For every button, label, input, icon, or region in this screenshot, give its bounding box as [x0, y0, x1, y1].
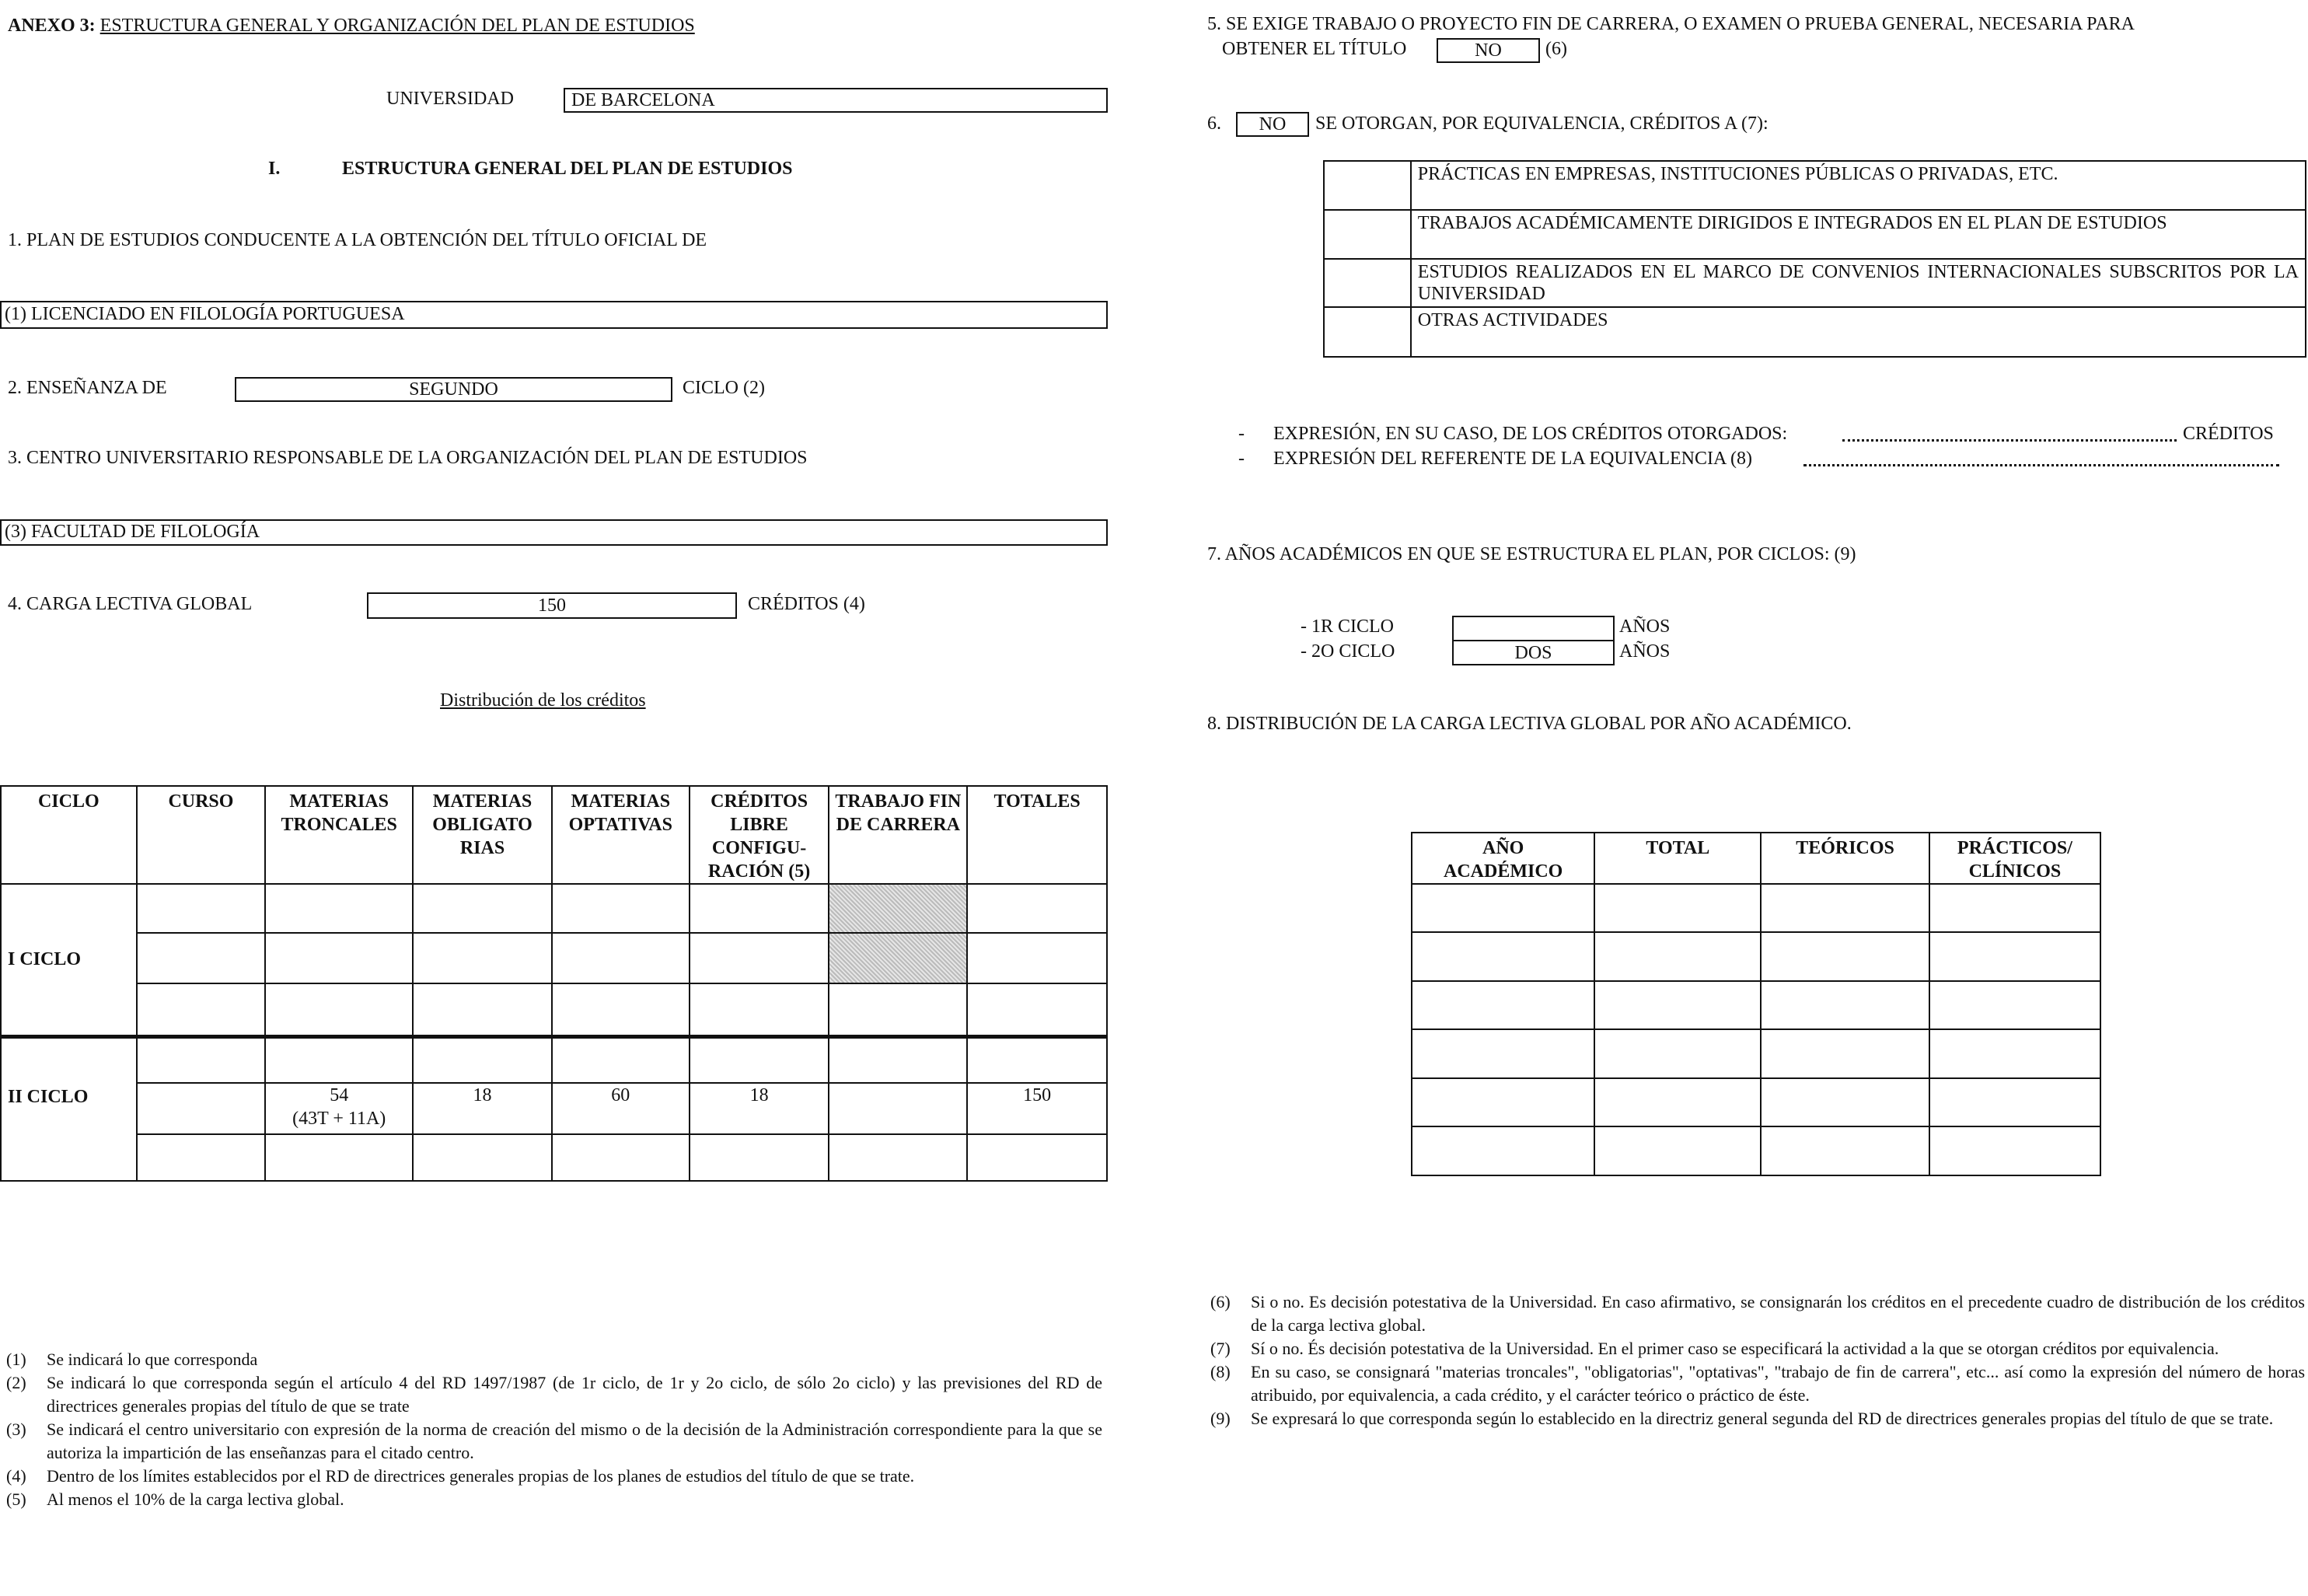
table-cell — [552, 933, 690, 983]
year-header-row — [1412, 833, 2100, 884]
table-cell — [413, 983, 552, 1036]
table-cell — [1594, 981, 1761, 1029]
table-cell — [137, 983, 266, 1036]
table-cell — [690, 1036, 829, 1083]
table-row — [1412, 1126, 2100, 1175]
expr2-label: EXPRESIÓN DEL REFERENTE DE LA EQUIVALENCIA (8) — [1273, 449, 1752, 469]
expr2-dash: - — [1238, 449, 1245, 469]
item3-value: (3) FACULTAD DE FILOLOGÍA — [5, 522, 260, 542]
libre-value: 18 — [690, 1083, 829, 1134]
table-cell — [1929, 932, 2100, 981]
ciclo1-cell — [1, 884, 137, 1036]
col-libre: CRÉDITOS LIBRE CONFIGU- RACIÓN (5) — [690, 786, 829, 884]
item5-line2-label: OBTENER EL TÍTULO — [1222, 39, 1407, 59]
table-cell — [967, 983, 1107, 1036]
troncales-value: 54 — [330, 1085, 349, 1105]
table-cell — [1412, 981, 1594, 1029]
table-cell — [1594, 1029, 1761, 1078]
table-row — [1412, 981, 2100, 1029]
table-row — [1412, 932, 2100, 981]
col-optativas: MATERIAS OPTATIVAS — [552, 786, 690, 884]
table-cell — [1761, 1029, 1929, 1078]
ciclo2-label: II CICLO — [8, 1086, 89, 1107]
credits-table — [0, 785, 1108, 1182]
item2-suffix: CICLO (2) — [683, 378, 765, 398]
col-ciclo: CICLO — [1, 786, 137, 884]
table-cell — [413, 1036, 552, 1083]
footnote-num: (5) — [6, 1489, 26, 1509]
footnote — [1210, 1290, 2305, 1337]
footnote — [6, 1418, 1102, 1465]
item1-field — [0, 301, 1108, 329]
section-i-number: I. — [268, 159, 281, 179]
table-cell — [967, 884, 1107, 933]
item2-label: 2. ENSEÑANZA DE — [8, 378, 167, 398]
credits-header-row — [1, 786, 1107, 884]
table-cell — [1761, 1078, 1929, 1126]
table-row — [1324, 259, 2306, 307]
ciclo1-years-field — [1452, 616, 1615, 641]
table-cell — [1929, 884, 2100, 932]
table-cell — [413, 1134, 552, 1181]
footnote-num: (1) — [6, 1350, 26, 1369]
footnote-num: (9) — [1210, 1409, 1231, 1428]
item2-field — [235, 377, 672, 402]
item2-value: SEGUNDO — [409, 379, 498, 400]
table-cell — [137, 1134, 266, 1181]
ciclo1-years-label: - 1R CICLO — [1301, 616, 1394, 637]
footnote-num: (8) — [1210, 1362, 1231, 1381]
table-cell — [1929, 1078, 2100, 1126]
footnote-num: (3) — [6, 1420, 26, 1439]
table-row — [1324, 307, 2306, 357]
equiv-row-label: OTRAS ACTIVIDADES — [1411, 307, 2306, 357]
item5-suffix: (6) — [1545, 39, 1567, 59]
section-i-title: ESTRUCTURA GENERAL DEL PLAN DE ESTUDIOS — [342, 159, 793, 179]
ciclo2-anos: AÑOS — [1619, 641, 1671, 662]
table-row — [1, 983, 1107, 1036]
item8-label: 8. DISTRIBUCIÓN DE LA CARGA LECTIVA GLOBAL POR AÑO ACADÉMICO. — [1207, 714, 1852, 734]
item4-suffix: CRÉDITOS (4) — [748, 594, 865, 614]
item6-field — [1236, 112, 1309, 137]
table-cell — [1594, 884, 1761, 932]
table-cell — [829, 1036, 967, 1083]
footnote — [1210, 1407, 2305, 1430]
footnote — [1210, 1337, 2305, 1360]
table-cell — [1929, 981, 2100, 1029]
footnote-num: (2) — [6, 1373, 26, 1392]
ciclo2-years-label: - 2O CICLO — [1301, 641, 1395, 662]
col-trabajo: TRABAJO FIN DE CARRERA — [829, 786, 967, 884]
table-row — [1324, 210, 2306, 259]
table-cell — [1761, 981, 1929, 1029]
item6-num: 6. — [1207, 114, 1221, 134]
item5-line1: 5. SE EXIGE TRABAJO O PROYECTO FIN DE CARRERA, O EXAMEN O PRUEBA GENERAL, NECESARIA PARA — [1207, 14, 2135, 34]
col-totales: TOTALES — [967, 786, 1107, 884]
footnote-text: Se indicará lo que corresponda según el artículo 4 del RD 1497/1987 (de 1r ciclo, de 1r y 2o ciclo, de sólo 2o ciclo) y las previsiones del RD de directrices generales propias del título de que se trate — [47, 1373, 1102, 1416]
optativas-value: 60 — [552, 1083, 690, 1134]
table-row — [1412, 1029, 2100, 1078]
equiv-row-label: TRABAJOS ACADÉMICAMENTE DIRIGIDOS E INTEGRADOS EN EL PLAN DE ESTUDIOS — [1411, 210, 2306, 259]
totales-value: 150 — [967, 1083, 1107, 1134]
item6-label: SE OTORGAN, POR EQUIVALENCIA, CRÉDITOS A (7): — [1315, 114, 1769, 134]
table-cell — [265, 1134, 413, 1181]
table-cell — [137, 1036, 266, 1083]
table-cell — [1761, 932, 1929, 981]
table-cell — [265, 1036, 413, 1083]
anexo-title: ESTRUCTURA GENERAL Y ORGANIZACIÓN DEL PLAN DE ESTUDIOS — [100, 16, 695, 36]
footnote-text: Se indicará el centro universitario con expresión de la norma de creación del mismo o de la decisión de la Administración correspondiente para la que se autoriza la impartición de las enseñanzas para el citado centro. — [47, 1420, 1102, 1462]
footnote-text: Si o no. Es decisión potestativa de la Universidad. En caso afirmativo, se consignarán los créditos en el precedente cuadro de distribución de los créditos de la carga lectiva global. — [1251, 1292, 2305, 1335]
item3-label: 3. CENTRO UNIVERSITARIO RESPONSABLE DE LA ORGANIZACIÓN DEL PLAN DE ESTUDIOS — [8, 448, 808, 468]
footnote — [6, 1465, 1102, 1488]
table-cell — [690, 983, 829, 1036]
distribucion-title: Distribución de los créditos — [440, 690, 646, 711]
footnote-text: Se indicará lo que corresponda — [47, 1350, 258, 1369]
item7-label: 7. AÑOS ACADÉMICOS EN QUE SE ESTRUCTURA EL PLAN, POR CICLOS: (9) — [1207, 544, 1856, 564]
item4-label: 4. CARGA LECTIVA GLOBAL — [8, 594, 253, 614]
footnote — [6, 1348, 1102, 1371]
table-cell — [829, 1134, 967, 1181]
ciclo1-label: I CICLO — [8, 948, 82, 969]
table-cell — [1929, 1029, 2100, 1078]
table-cell — [1929, 1126, 2100, 1175]
troncales-cell — [265, 1083, 413, 1134]
obligatorias-value: 18 — [413, 1083, 552, 1134]
item1-value: (1) LICENCIADO EN FILOLOGÍA PORTUGUESA — [5, 304, 405, 324]
ciclo2-cell — [1, 1036, 137, 1181]
table-cell — [1761, 884, 1929, 932]
expr1-suffix: CRÉDITOS — [2183, 424, 2274, 444]
footnote — [1210, 1360, 2305, 1407]
table-cell — [265, 983, 413, 1036]
anexo-heading — [8, 16, 695, 37]
table-cell — [1594, 1126, 1761, 1175]
item5-value: NO — [1475, 40, 1502, 61]
expr2-dotted-line — [1803, 464, 2279, 466]
table-cell — [1761, 1126, 1929, 1175]
table-cell — [967, 933, 1107, 983]
check-cell — [1324, 210, 1411, 259]
shaded-cell — [829, 884, 967, 933]
item1-label: 1. PLAN DE ESTUDIOS CONDUCENTE A LA OBTENCIÓN DEL TÍTULO OFICIAL DE — [8, 230, 707, 250]
table-cell — [137, 884, 266, 933]
troncales-detail: (43T + 11A) — [292, 1109, 386, 1129]
universidad-field — [564, 88, 1108, 113]
table-cell — [413, 933, 552, 983]
footnotes-left — [6, 1348, 1102, 1511]
table-cell — [829, 1083, 967, 1134]
equivalence-table — [1323, 160, 2306, 358]
table-cell — [137, 933, 266, 983]
year-distribution-table — [1411, 832, 2101, 1176]
footnote-text: Sí o no. És decisión potestativa de la Universidad. En el primer caso se especificará la actividad a la que se otorgan créditos por equivalencia. — [1251, 1339, 2219, 1358]
expr1-dotted-line — [1842, 439, 2177, 442]
table-cell — [1594, 932, 1761, 981]
table-cell — [967, 1134, 1107, 1181]
footnote — [6, 1371, 1102, 1418]
col-ano-academico: AÑO ACADÉMICO — [1412, 833, 1594, 884]
check-cell — [1324, 307, 1411, 357]
shaded-cell — [829, 933, 967, 983]
footnote-num: (6) — [1210, 1292, 1231, 1311]
col-total: TOTAL — [1594, 833, 1761, 884]
table-row — [1412, 1078, 2100, 1126]
table-row — [1, 884, 1107, 933]
table-cell — [265, 884, 413, 933]
item6-value: NO — [1259, 114, 1287, 134]
table-cell — [1412, 1126, 1594, 1175]
equiv-row-label: PRÁCTICAS EN EMPRESAS, INSTITUCIONES PÚBLICAS O PRIVADAS, ETC. — [1411, 161, 2306, 210]
anexo-label: ANEXO 3: — [8, 16, 96, 36]
footnote-text: En su caso, se consignará "materias troncales", "obligatorias", "optativas", "trabajo de fin de carrera", etc... así como la expresión del número de horas atribuido, por equivalencia, a cada crédito, y el carácter teórico o práctico de éste. — [1251, 1362, 2305, 1405]
footnote-text: Al menos el 10% de la carga lectiva global. — [47, 1489, 344, 1509]
table-cell — [829, 983, 967, 1036]
check-cell — [1324, 161, 1411, 210]
check-cell — [1324, 259, 1411, 307]
footnote — [6, 1488, 1102, 1511]
table-cell — [690, 884, 829, 933]
footnote-text: Dentro de los límites establecidos por el RD de directrices generales propias de los planes de estudios del título de que se trate. — [47, 1466, 915, 1486]
ciclo2-years-field — [1452, 640, 1615, 665]
table-cell — [1412, 1078, 1594, 1126]
table-cell — [265, 933, 413, 983]
table-cell — [413, 884, 552, 933]
table-cell — [967, 1036, 1107, 1083]
table-row — [1, 1083, 1107, 1134]
universidad-value: DE BARCELONA — [571, 90, 715, 110]
table-cell — [137, 1083, 266, 1134]
table-row — [1324, 161, 2306, 210]
col-curso: CURSO — [137, 786, 266, 884]
table-cell — [552, 884, 690, 933]
expr1-dash: - — [1238, 424, 1245, 444]
universidad-label: UNIVERSIDAD — [386, 89, 514, 109]
table-row — [1, 1134, 1107, 1181]
table-cell — [1412, 932, 1594, 981]
table-cell — [1594, 1078, 1761, 1126]
equiv-row-label: ESTUDIOS REALIZADOS EN EL MARCO DE CONVENIOS INTERNACIONALES SUBSCRITOS POR LA UNIVERSIDAD — [1411, 259, 2306, 307]
table-cell — [1412, 1029, 1594, 1078]
table-row — [1, 1036, 1107, 1083]
col-obligatorias: MATERIAS OBLIGATO RIAS — [413, 786, 552, 884]
footnotes-right — [1210, 1290, 2305, 1430]
ciclo2-years-value: DOS — [1514, 643, 1552, 663]
table-cell — [690, 933, 829, 983]
item4-value: 150 — [538, 595, 566, 616]
table-cell — [552, 1134, 690, 1181]
footnote-text: Se expresará lo que corresponda según lo establecido en la directriz general segunda del RD de directrices generales propias del título de que se trate. — [1251, 1409, 2274, 1428]
table-cell — [1412, 884, 1594, 932]
expr1-label: EXPRESIÓN, EN SU CASO, DE LOS CRÉDITOS OTORGADOS: — [1273, 424, 1788, 444]
table-cell — [690, 1134, 829, 1181]
col-practicos: PRÁCTICOS/ CLÍNICOS — [1929, 833, 2100, 884]
table-cell — [552, 1036, 690, 1083]
table-row — [1412, 884, 2100, 932]
table-cell — [552, 983, 690, 1036]
item5-field — [1437, 38, 1540, 63]
table-row — [1, 933, 1107, 983]
footnote-num: (7) — [1210, 1339, 1231, 1358]
ciclo1-anos: AÑOS — [1619, 616, 1671, 637]
item3-field — [0, 519, 1108, 546]
item4-field — [367, 592, 737, 619]
col-troncales: MATERIAS TRONCALES — [265, 786, 413, 884]
footnote-num: (4) — [6, 1466, 26, 1486]
col-teoricos: TEÓRICOS — [1761, 833, 1929, 884]
